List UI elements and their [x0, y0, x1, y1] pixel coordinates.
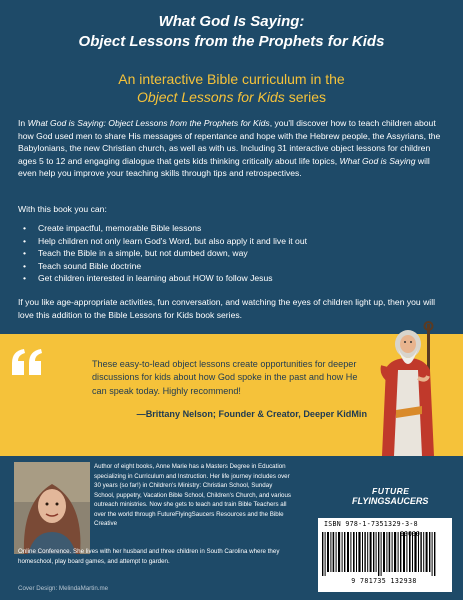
testimonial-quote: These easy-to-lead object lessons create opportunities for deeper discussions for kids about how God spoke in the past and how He can speak today. Highly recommend!	[92, 359, 358, 396]
closing-paragraph: If you like age-appropriate activities, fun conversation, and watching the eyes of children light up, then you will love this addition to the Bible Lessons for Kids book series.	[18, 297, 436, 320]
bullet-icon: •	[23, 273, 27, 284]
title-line-2: Object Lessons from the Prophets for Kids	[78, 33, 385, 50]
bullet-icon: •	[23, 235, 27, 246]
subtitle-line-2	[20, 88, 443, 106]
price-code: 90000	[400, 530, 420, 538]
intro-book-title: What God is Saying: Object Lessons from the Prophets for Kids	[27, 118, 270, 128]
list-item-text: Help children not only learn God's Word, but also apply it and live it out	[38, 235, 307, 246]
bullet-icon: •	[23, 248, 27, 259]
series-name: Object Lessons for Kids	[136, 89, 285, 105]
barcode-number: 9 781735 132938	[351, 577, 417, 585]
intro-book-short-title: What God is Saying	[339, 155, 416, 166]
prophet-illustration	[372, 318, 444, 456]
title-line-1: What God Is Saying:	[158, 13, 305, 30]
bullet-icon: •	[23, 223, 27, 233]
intro-text-2: , you'll discover how to teach children about how God used men to share His messages of repentance and hope with the Hebrew people, the Assyrians, the Babylonians, the new Christian church, as well as with us. Including 31 interactive object lessons for children ages 5 to 12 and engaging dialogue that gets kids thinking critically about life topics,	[18, 118, 441, 166]
publisher-logo-line-1: FUTURE	[372, 486, 410, 496]
list-item	[18, 235, 447, 248]
author-bio-continued: Online Conference. She lives with her husband and three children in South Carolina where they homeschool, play board games, and attempt to garden.	[18, 548, 280, 565]
cover-design-credit: Cover Design: MelindaMartin.me	[18, 585, 109, 592]
book-title	[20, 12, 443, 52]
list-item-text: Teach sound Bible doctrine	[38, 260, 142, 271]
bullet-icon: •	[23, 260, 27, 271]
book-subtitle	[20, 70, 443, 106]
benefits-list	[18, 222, 447, 285]
with-this-book-heading: With this book you can:	[18, 204, 107, 214]
intro-text-3: will even help you improve your teaching skills through tips and retrospectives.	[18, 155, 430, 179]
list-item	[18, 247, 447, 260]
subtitle-end: series	[284, 89, 327, 105]
testimonial-attribution: —Brittany Nelson; Founder & Creator, Deeper KidMin	[136, 409, 367, 419]
list-item	[18, 272, 447, 285]
list-item	[18, 260, 447, 273]
list-item-text: Create impactful, memorable Bible lessons	[38, 223, 202, 233]
quotation-mark-icon	[10, 347, 44, 377]
intro-paragraph	[18, 117, 447, 180]
intro-text-1: In	[18, 118, 28, 128]
list-item-text: Teach the Bible in a simple, but not dumbed down, way	[38, 248, 248, 259]
publisher-logo-line-2: FLYINGSAUCERS	[352, 496, 429, 506]
isbn-text: ISBN 978-1-7351329-3-8	[324, 520, 418, 528]
list-item	[18, 222, 447, 235]
list-item-text: Get children interested in learning about HOW to follow Jesus	[38, 273, 273, 284]
barcode-icon	[322, 528, 446, 576]
author-bio: Author of eight books, Anne Marie has a Masters Degree in Education specializing in Curriculum and Instruction. Her life journey includes over 30 years (so far!) in Children's Ministry: Christian School, Sunday School, puppetry, Vacation Bible School, Children's Church, and various outreach ministries. Now she gets to teach and train Bible Teachers all over the world through FutureFlyingSaucers Resources and the Bible Creative	[94, 463, 291, 527]
author-photo	[14, 462, 90, 554]
subtitle-line-1: An interactive Bible curriculum in the	[118, 71, 345, 87]
